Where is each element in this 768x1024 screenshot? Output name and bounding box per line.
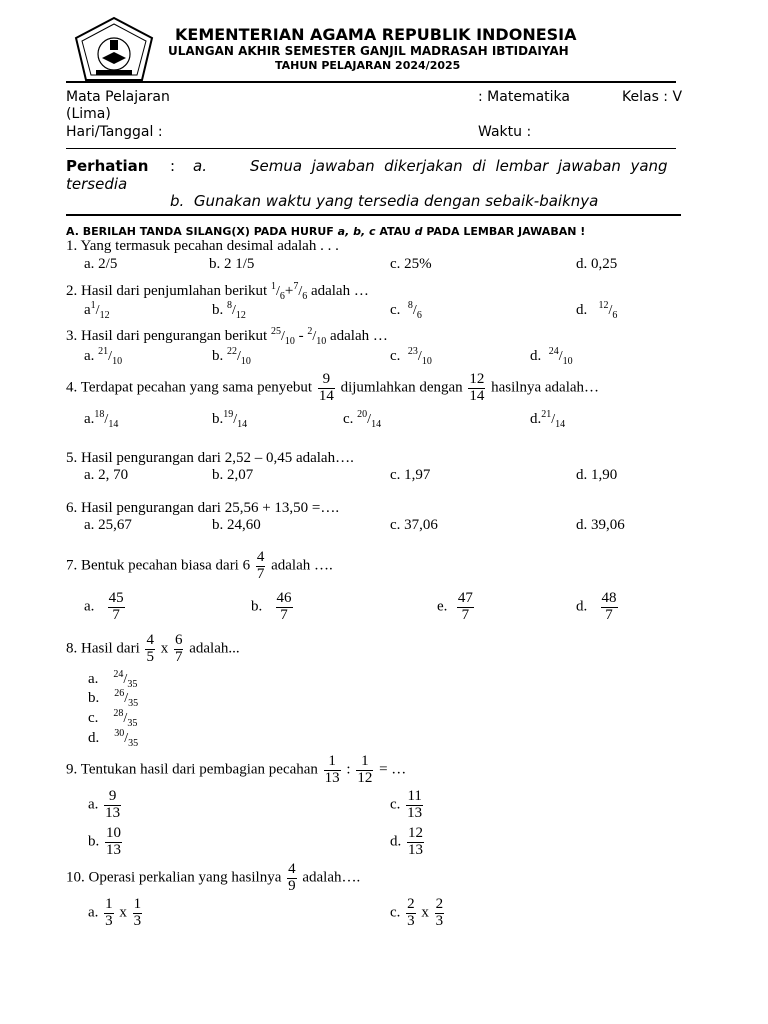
q2-d1: 6	[279, 291, 285, 302]
q7-text: 7. Bentuk pecahan biasa dari 6 $\frac{4}{7}$ adalah ….	[66, 549, 333, 582]
q2-plus: +	[284, 283, 294, 299]
class-cont: (Lima)	[66, 106, 111, 122]
q4-option-a: $a.^{18}/_{14}$	[84, 409, 119, 430]
note-b-text: b. Gunakan waktu yang tersedia dengan sebaik-baiknya	[170, 192, 599, 210]
q2-n2: 7	[293, 281, 299, 292]
time-label: Waktu :	[478, 124, 532, 140]
section-a-pre: A. BERILAH TANDA SILANG(X) PADA HURUF	[66, 225, 334, 238]
q8-option-a: a. $^{24}/_{35}$	[88, 669, 138, 690]
q5-option-b: b. 2,07	[212, 467, 254, 483]
header-title: KEMENTERIAN AGAMA REPUBLIK INDONESIA	[175, 25, 577, 44]
notes-divider	[66, 214, 681, 216]
q2-pre: 2. Hasil dari penjumlahan berikut	[66, 283, 268, 299]
q8-option-b: b. $^{26}/_{35}$	[88, 688, 139, 709]
header-year: TAHUN PELAJARAN 2024/2025	[275, 59, 461, 72]
q7-option-b: b. $\frac{46}{7}$	[251, 590, 292, 623]
q2-option-a: $a^1/_{12}$	[84, 300, 110, 321]
note-a-marker: a.	[193, 157, 207, 175]
subject-value: : Matematika	[478, 89, 570, 105]
q10-option-c: c. $\frac{2}{3}$ x $\frac{2}{3}$	[390, 896, 444, 929]
q5-text: 5. Hasil pengurangan dari 2,52 – 0,45 adalah….	[66, 450, 354, 466]
q8-text: 8. Hasil dari $\frac{4}{5}$ x $\frac{6}{7}$ adalah...	[66, 632, 240, 665]
section-a-post: PADA LEMBAR JAWABAN !	[426, 225, 586, 238]
header-divider	[66, 81, 676, 83]
q6-option-a: a. 25,67	[84, 517, 132, 533]
q7-option-d: d. $\frac{48}{7}$	[576, 590, 617, 623]
q6-option-c: c. 37,06	[390, 517, 438, 533]
q5-option-a: a. 2, 70	[84, 467, 129, 483]
q9-text: 9. Tentukan hasil dari pembagian pecahan $\frac{1}{13}$ : $\frac{1}{12}$ = …	[66, 753, 407, 786]
q2-post: adalah …	[310, 283, 369, 299]
q4-option-d: $d.^{21}/_{14}$	[530, 409, 566, 430]
day-label: Hari/Tanggal :	[66, 124, 163, 140]
q4-frac-2: $\frac{12}{14}$	[469, 371, 485, 404]
q1-option-c: c. 25%	[390, 256, 432, 272]
q10-option-a: a. $\frac{1}{3}$ x $\frac{1}{3}$	[88, 896, 142, 929]
section-a-letters: a, b, c	[337, 225, 376, 238]
note-a-text: Semua jawaban dikerjakan di lembar jawaban yang	[250, 157, 668, 175]
q9-option-d: d. $\frac{12}{13}$	[390, 825, 423, 858]
q1-option-b: b. 2 1/5	[209, 256, 255, 272]
q2-n1: 1	[270, 281, 276, 292]
class-label: Kelas : V	[622, 89, 683, 105]
section-a-heading	[66, 225, 585, 238]
q2-d2: 6	[302, 291, 308, 302]
q7-option-c: e. $\frac{47}{7}$	[437, 590, 473, 623]
note-a-cont: tersedia	[66, 175, 128, 193]
q2-option-d: d. $^{12}/_6$	[576, 300, 618, 321]
q7-frac: $\frac{4}{7}$	[256, 549, 265, 582]
section-a-mid: ATAU	[379, 225, 411, 238]
info-divider	[66, 148, 676, 149]
q8-option-c: c. $^{28}/_{35}$	[88, 708, 138, 729]
q2-text: 2. Hasil dari penjumlahan berikut $^1/_6+^7/_6$ adalah …	[66, 281, 369, 302]
q8-option-d: d. $^{30}/_{35}$	[88, 728, 139, 749]
q6-option-b: b. 24,60	[212, 517, 261, 533]
subject-label: Mata Pelajaran	[66, 89, 170, 105]
q4-option-b: $b.^{19}/_{14}$	[212, 409, 248, 430]
q3-text: 3. Hasil dari pengurangan berikut $^{25}/_{10} - ^2/_{10}$ adalah …	[66, 326, 388, 347]
q4-option-c: c. $^{20}/_{14}$	[343, 409, 382, 430]
q6-option-d: d. 39,06	[576, 517, 625, 533]
q6-text: 6. Hasil pengurangan dari 25,56 + 13,50 =….	[66, 500, 340, 516]
q4-frac-1: $\frac{9}{14}$	[318, 371, 334, 404]
q1-option-a: a. 2/5	[84, 256, 118, 272]
ministry-logo	[72, 16, 156, 84]
q3-post: adalah …	[329, 328, 388, 344]
q3-pre: 3. Hasil dari pengurangan berikut	[66, 328, 268, 344]
q1-text: 1. Yang termasuk pecahan desimal adalah . . .	[66, 238, 339, 254]
q9-option-c: c. $\frac{11}{13}$	[390, 788, 423, 821]
q4-text: 4. Terdapat pecahan yang sama penyebut $\frac{9}{14}$ dijumlahkan dengan $\frac{12}{14}$ hasilnya adalah…	[66, 371, 600, 404]
q3-option-c: c. $^{23}/_{10}$	[390, 346, 432, 367]
q9-option-a: a. $\frac{9}{13}$	[88, 788, 121, 821]
q3-option-d: d. $^{24}/_{10}$	[530, 346, 573, 367]
q2-option-b: b. $^8/_{12}$	[212, 300, 246, 321]
q2-option-c: c. $^8/_6$	[390, 300, 422, 321]
q9-option-b: b. $\frac{10}{13}$	[88, 825, 121, 858]
q5-option-d: d. 1,90	[576, 467, 618, 483]
q7-option-a: a. $\frac{45}{7}$	[84, 590, 124, 623]
notes-label: Perhatian	[66, 157, 149, 175]
section-a-d: d	[414, 225, 423, 238]
header-subtitle: ULANGAN AKHIR SEMESTER GANJIL MADRASAH IBTIDAIYAH	[168, 44, 569, 58]
q3-option-b: b. $^{22}/_{10}$	[212, 346, 251, 367]
q10-text: 10. Operasi perkalian yang hasilnya $\frac{4}{9}$ adalah….	[66, 861, 361, 894]
q5-option-c: c. 1,97	[390, 467, 431, 483]
q3-option-a: a. $^{21}/_{10}$	[84, 346, 123, 367]
q1-option-d: d. 0,25	[576, 256, 618, 272]
notes-colon: :	[170, 157, 176, 175]
